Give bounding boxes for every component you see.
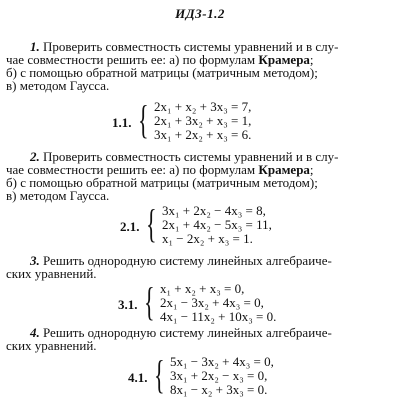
equations (160, 283, 276, 323)
equation: 2x₁ − 3x₂ + 4x₃ = 0, (160, 295, 264, 310)
system-label: 3.1. (118, 297, 138, 312)
task-3-text (6, 254, 398, 280)
task-1-line-2-end: ; (309, 52, 314, 67)
equation: x₁ + x₂ + x₃ = 0, (160, 281, 245, 296)
task-2-text (6, 150, 398, 202)
task-2-line-1-text: Проверить совместность системы уравнений и в слу- (39, 149, 339, 164)
task-3-number: 3. (30, 253, 40, 268)
equation: x₁ − 2x₂ + x₃ = 1. (162, 231, 253, 246)
system-label: 2.1. (120, 219, 140, 234)
equation: 8x₁ − x₂ + 3x₃ = 0. (170, 382, 268, 397)
task-2-line-4: в) методом Гаусса. (6, 188, 110, 203)
brace-icon: { (154, 352, 165, 397)
equations (154, 101, 251, 141)
brace-icon: { (138, 97, 149, 142)
task-1-line-2-text: чае совместности решить ее: а) по формулам (6, 52, 259, 67)
task-2-line-2-text: чае совместности решить ее: а) по формулам (6, 162, 259, 177)
task-4-line-1-text: Решить однородную систему линейных алгебраиче- (39, 325, 332, 340)
equation: 3x₁ + 2x₂ − 4x₃ = 8, (162, 203, 266, 218)
task-3-line-2: ских уравнений. (6, 266, 97, 281)
task-1-cramer: Крамера (258, 52, 310, 67)
task-3-line-1-text: Решить однородную систему линейных алгебраиче- (39, 253, 332, 268)
equation: 2x₁ + 3x₂ + x₃ = 1, (154, 113, 252, 128)
equation: 2x₁ + 4x₂ − 5x₃ = 11, (162, 217, 272, 232)
task-2-line-3: б) с помощью обратной матрицы (матричным методом); (6, 175, 318, 190)
task-1-line-1-text: Проверить совместность системы уравнений и в слу- (39, 39, 339, 54)
system-label: 4.1. (128, 370, 148, 385)
task-2-cramer: Крамера (258, 162, 310, 177)
task-4-number: 4. (30, 325, 40, 340)
equation: 3x₁ + 2x₂ + x₃ = 6. (154, 127, 252, 142)
brace-icon: { (144, 279, 155, 324)
task-2-line-2-end: ; (309, 162, 314, 177)
equation: 4x₁ − 11x₂ + 10x₃ = 0. (160, 309, 277, 324)
brace-icon: { (146, 201, 157, 246)
system-label: 1.1. (112, 115, 132, 130)
equations (170, 356, 274, 396)
task-4-line-2: ских уравнений. (6, 338, 97, 353)
task-1-line-3: б) с помощью обратной матрицы (матричным методом); (6, 65, 318, 80)
task-1-line-4: в) методом Гаусса. (6, 78, 110, 93)
page-title: ИДЗ-1.2 (175, 6, 225, 21)
task-1-number: 1. (30, 39, 40, 54)
task-1-text (6, 40, 398, 92)
equation: 5x₁ − 3x₂ + 4x₃ = 0, (170, 354, 274, 369)
equations (162, 205, 272, 245)
task-2-number: 2. (30, 149, 40, 164)
equation: 2x₁ + x₂ + 3x₃ = 7, (154, 99, 252, 114)
equation: 3x₁ + 2x₂ − x₃ = 0, (170, 368, 268, 383)
task-4-text (6, 326, 398, 352)
